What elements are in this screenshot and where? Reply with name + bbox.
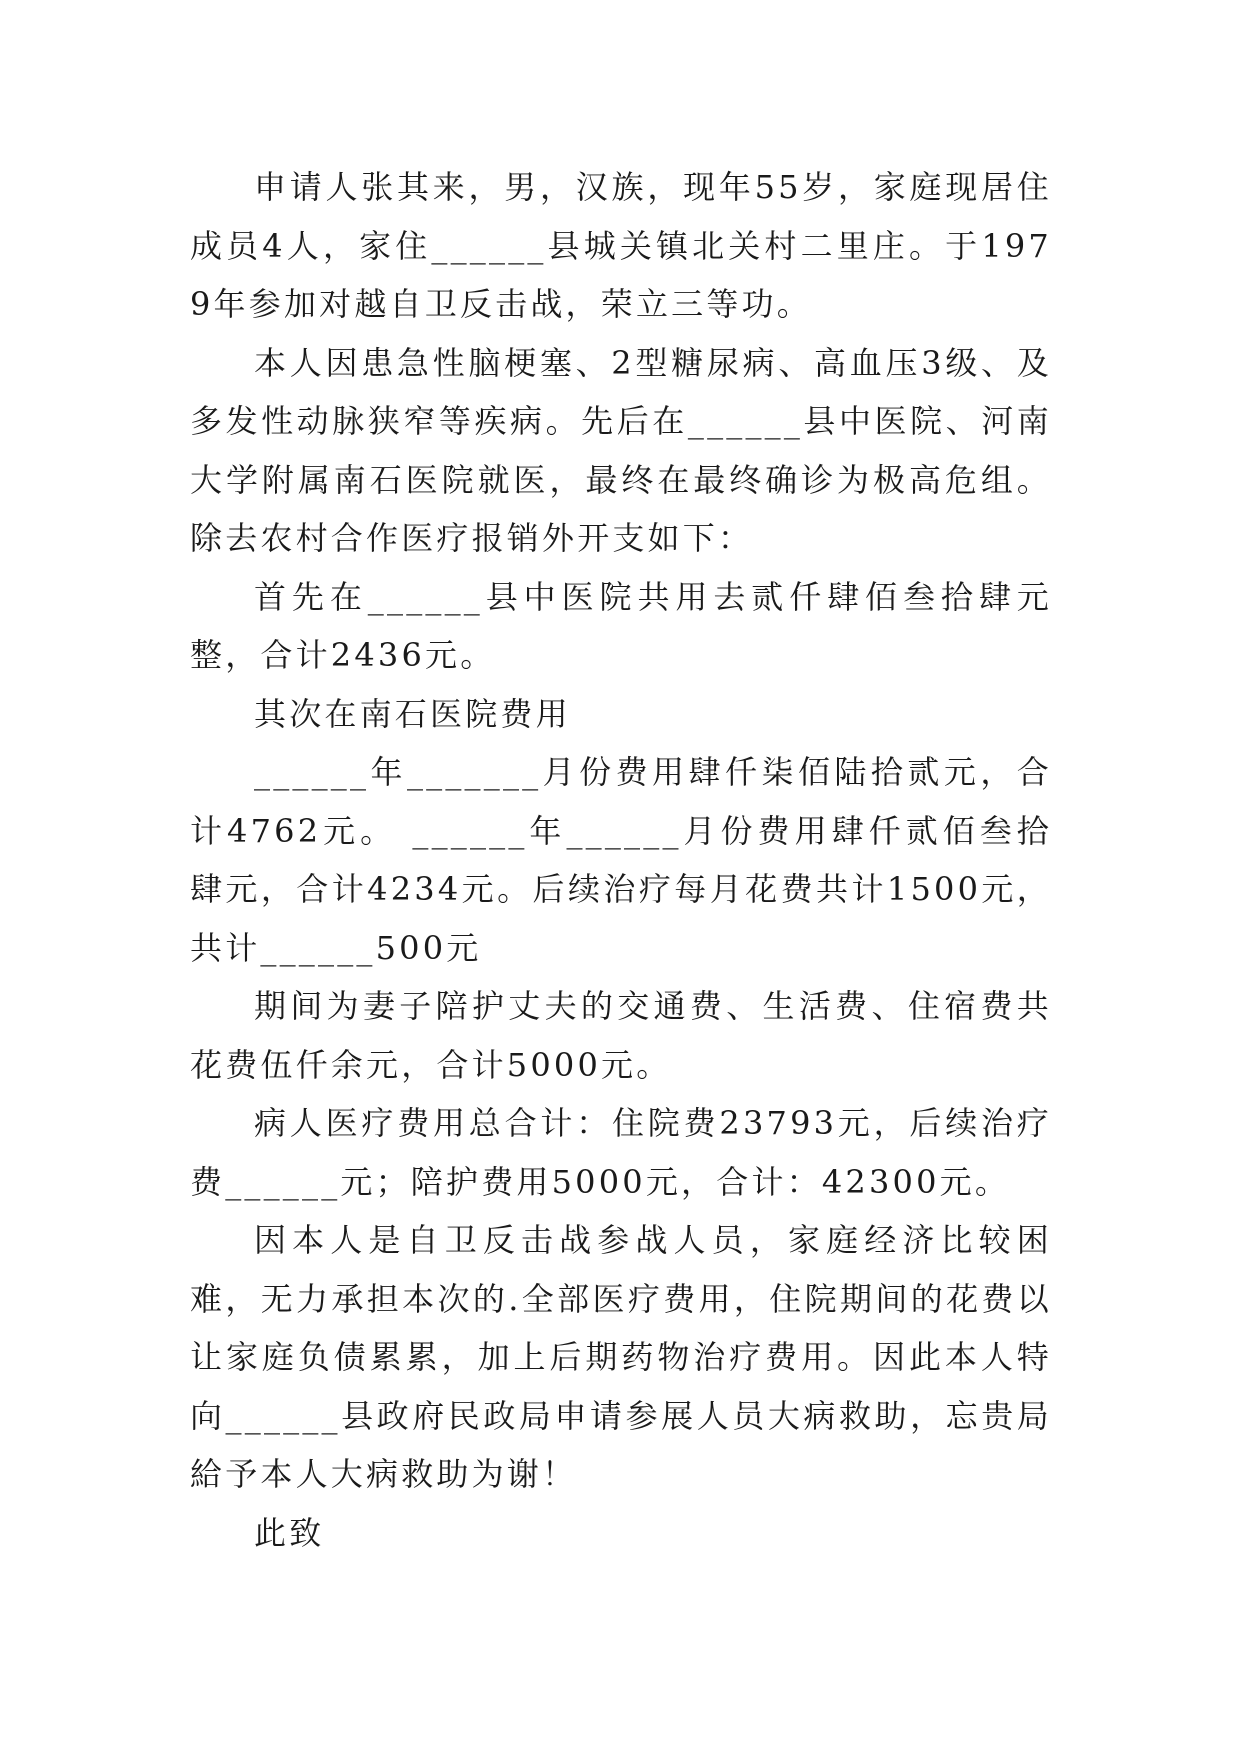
paragraph-nanshi-hospital-heading: 其次在南石医院费用 — [254, 694, 571, 733]
paragraph-applicant-info: 申请人张其来，男，汉族，现年55岁，家庭现居住成员4人，家住______县城关镇北关村二里庄。于1979年参加对越自卫反击战，荣立三等功。 — [190, 168, 1052, 323]
paragraph-county-hospital-cost: 首先在______县中医院共用去贰仟肆佰叁拾肆元整，合计2436元。 — [190, 577, 1052, 674]
paragraph-closing: 此致 — [254, 1513, 325, 1552]
paragraph-caregiver-costs: 期间为妻子陪护丈夫的交通费、生活费、住宿费共花费伍仟余元，合计5000元。 — [190, 987, 1052, 1084]
paragraph-illness: 本人因患急性脑梗塞、2型糖尿病、高血压3级、及多发性动脉狭窄等疾病。先后在______县中医院、河南大学附属南石医院就医，最终在最终确诊为极高危组。除去农村合作医疗报销外开支如下： — [190, 343, 1052, 557]
paragraph-request: 因本人是自卫反击战参战人员，家庭经济比较困难，无力承担本次的.全部医疗费用，住院期间的花费以让家庭负债累累，加上后期药物治疗费用。因此本人特向______县政府民政局申请参展人员大病救助，忘贵局給予本人大病救助为谢！ — [190, 1221, 1052, 1493]
paragraph-monthly-costs: ______年_______月份费用肆仟柒佰陆拾贰元，合计4762元。 ______年______月份费用肆仟贰佰叁拾肆元，合计4234元。后续治疗每月花费共计1500元，共计______500元 — [190, 753, 1052, 967]
document-body — [190, 158, 1052, 1562]
paragraph-total-costs: 病人医疗费用总合计：住院费23793元，后续治疗费______元；陪护费用5000元，合计：42300元。 — [190, 1104, 1052, 1201]
